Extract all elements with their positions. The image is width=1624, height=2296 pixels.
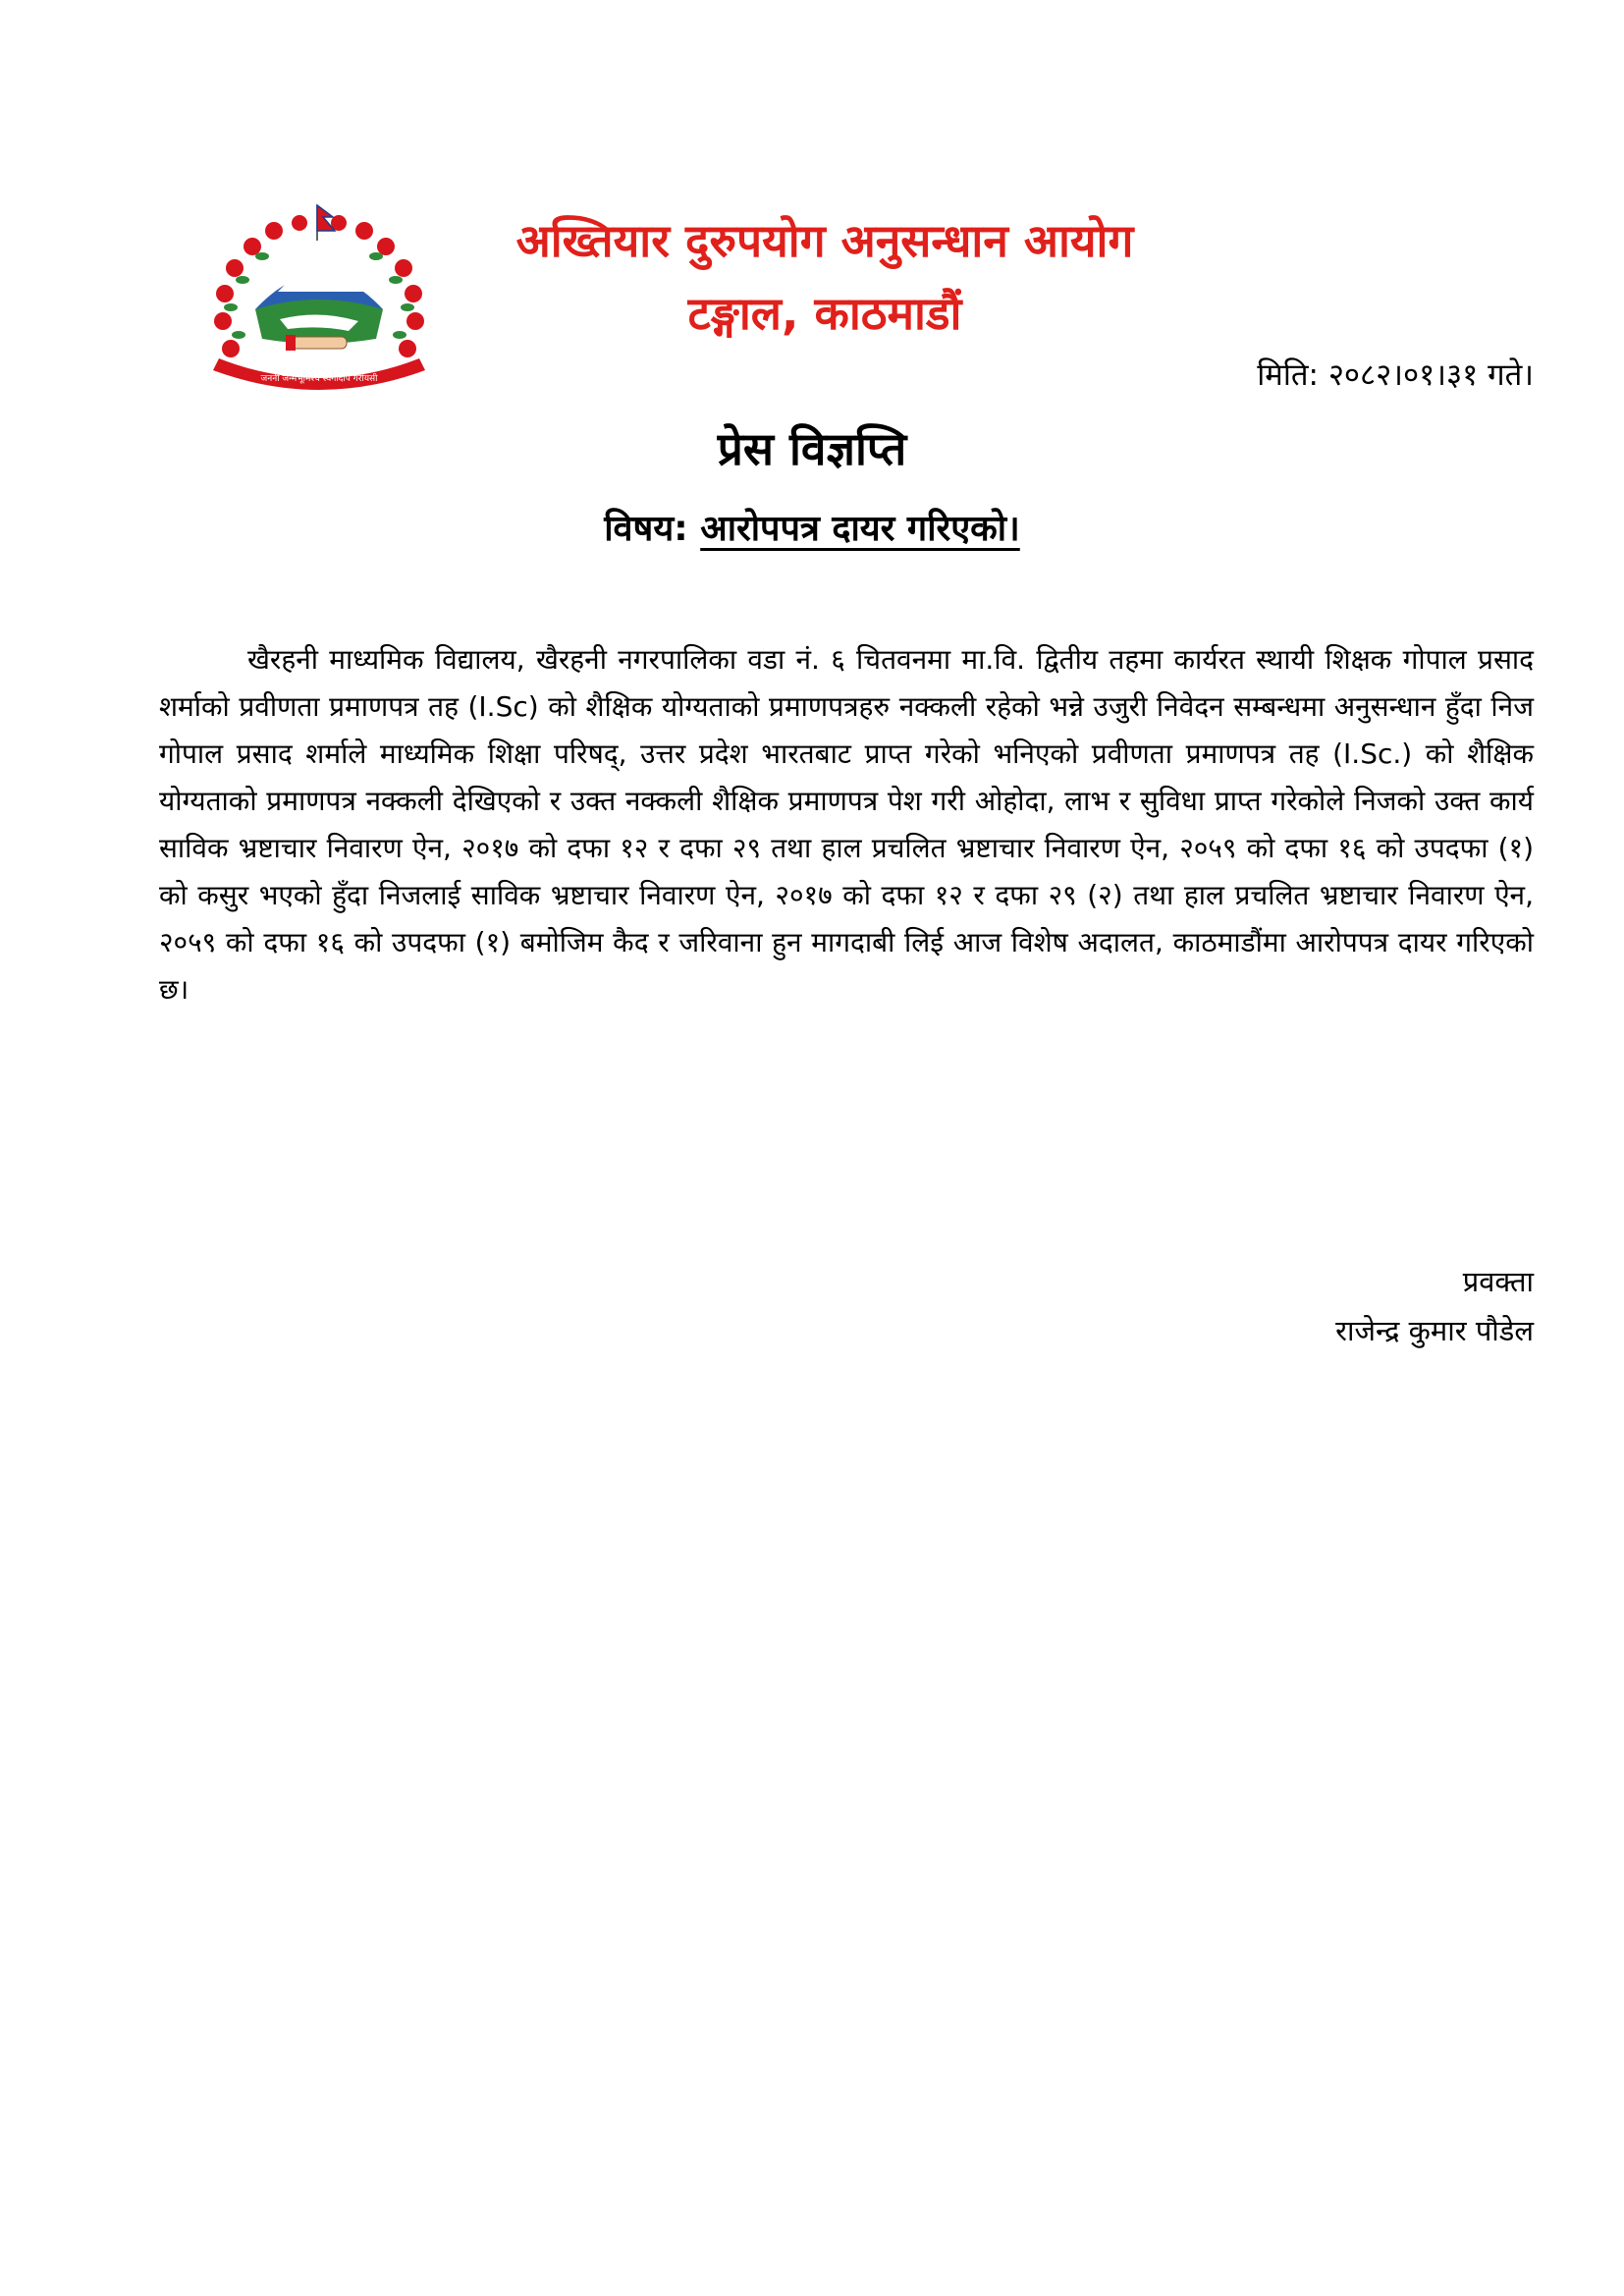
body-paragraph: खैरहनी माध्यमिक विद्यालय, खैरहनी नगरपालिका वडा नं. ६ चितवनमा मा.वि. द्वितीय तहमा कार्यरत स्थायी शिक्षक गोपाल प्रसाद शर्माको प्रवीणता प्रमाणपत्र तह (I.Sc) को शैक्षिक योग्यताको प्रमाणपत्रहरु नक्कली रहेको भन्ने उजुरी निवेदन सम्बन्धमा अनुसन्धान हुँदा निज गोपाल प्रसाद शर्माले माध्यमिक शिक्षा परिषद्, उत्तर प्रदेश भारतबाट प्राप्त गरेको भनिएको प्रवीणता प्रमाणपत्र तह (I.Sc.) को शैक्षिक योग्यताको प्रमाणपत्र नक्कली देखिएको र उक्त नक्कली शैक्षिक प्रमाणपत्र पेश गरी ओहोदा, लाभ र सुविधा प्राप्त गरेकोले निजको उक्त कार्य साविक भ्रष्टाचार निवारण ऐन, २०१७ को दफा १२ र दफा २९ तथा हाल प्रचलित भ्रष्टाचार निवारण ऐन, २०५९ को दफा १६ को उपदफा (१) को कसुर भएको हुँदा निजलाई साविक भ्रष्टाचार निवारण ऐन, २०१७ को दफा १२ र दफा २९ (२) तथा हाल प्रचलित भ्रष्टाचार निवारण ऐन, २०५९ को दफा १६ को उपदफा (१) बमोजिम कैद र जरिवाना हुन मागदाबी लिई आज विशेष अदालत, काठमाडौंमा आरोपपत्र दायर गरिएको छ। xyxy=(159,643,1534,1006)
emblem-motto: जननी जन्मभूमिश्च स्वर्गादपि गरीयसी xyxy=(260,374,378,384)
subject-label: विषय: xyxy=(604,509,688,549)
signatory-name: राजेन्द्र कुमार पौडेल xyxy=(1335,1314,1534,1347)
issue-date: मिति: २०८२।०१।३१ गते। xyxy=(1257,357,1534,393)
organization-address: टङ्गाल, काठमाडौं xyxy=(687,287,962,340)
subject-line xyxy=(0,503,1624,551)
handshake-icon xyxy=(286,335,347,351)
document-title: प्रेस विज्ञप्ति xyxy=(717,422,907,475)
nepal-emblem xyxy=(201,201,437,398)
subject-text: आरोपपत्र दायर गरिएको। xyxy=(700,509,1020,549)
signatory-title: प्रवक्ता xyxy=(1462,1265,1534,1298)
organization-name: अख्तियार दुरुपयोग अनुसन्धान आयोग xyxy=(515,214,1134,267)
